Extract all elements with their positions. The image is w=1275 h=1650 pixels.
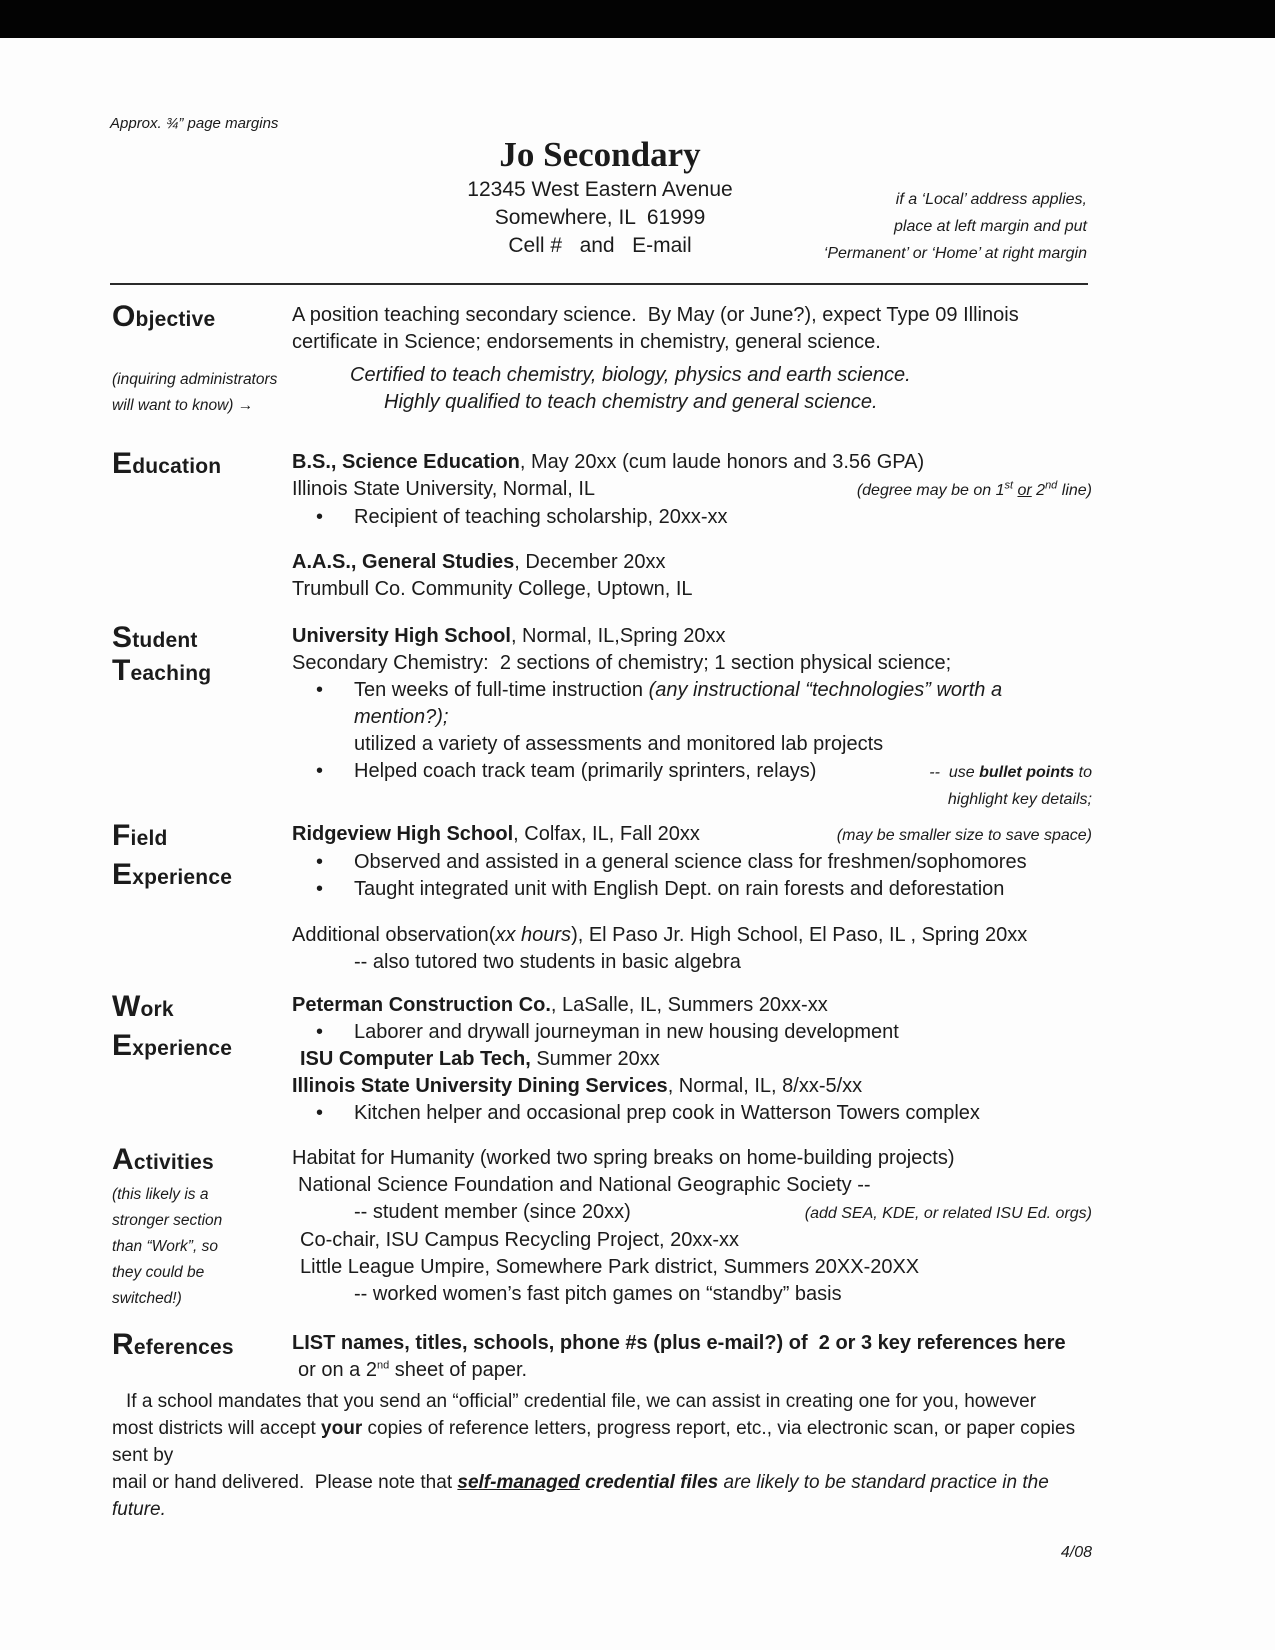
section-education-body — [292, 449, 1092, 603]
top-black-bar — [0, 0, 1275, 38]
degree-note-part: (degree may be on 1 — [856, 482, 1005, 499]
bullet-1-italic: (any instructional “technologies” worth a mention?); — [354, 679, 1008, 728]
section-field-experience-heading-column — [112, 821, 292, 976]
field-school-detail: , Colfax, IL, Fall 20xx — [513, 823, 700, 845]
additional-hours-italic: xx hours — [495, 924, 572, 946]
sheet-line-part-2: sheet of paper. — [389, 1359, 528, 1381]
job-3-detail: , Normal, IL, 8/xx-5/xx — [667, 1075, 863, 1097]
section-objective-body — [292, 302, 1092, 419]
student-teaching-school-detail: , Normal, IL,Spring 20xx — [510, 625, 726, 647]
section-objective — [112, 302, 1092, 419]
section-heading-education: Education — [112, 447, 222, 480]
references-instruction-line: LIST names, titles, schools, phone #s (plus e-mail?) of 2 or 3 key references here — [292, 1332, 1066, 1354]
bullet-points-annotation-line-1 — [929, 759, 1092, 786]
address-annotation-line-1: if a ‘Local’ address applies, — [895, 191, 1087, 208]
section-field-experience-body — [292, 821, 1092, 976]
degree-2-title: A.A.S., General Studies — [292, 551, 515, 573]
sheet-line-part-1: or on a 2 — [298, 1359, 377, 1381]
section-work-experience — [112, 992, 1092, 1127]
section-field-experience — [112, 821, 1092, 976]
address-annotation — [824, 186, 1087, 267]
field-additional-sub-line: -- also tutored two students in basic algebra — [354, 951, 741, 973]
closing-line-3-self-managed: self-managed — [457, 1472, 580, 1493]
page-margin-annotation: Approx. ¾” page margins — [110, 115, 279, 132]
bullet-icon: • — [316, 851, 324, 873]
closing-line-2-part-1: most districts will accept — [112, 1418, 322, 1439]
job-2-detail: Summer 20xx — [530, 1048, 660, 1070]
work-job-3 — [292, 1073, 1092, 1100]
closing-line-3 — [112, 1469, 1092, 1523]
section-heading-references: References — [112, 1328, 234, 1361]
bullet-icon: • — [316, 1021, 324, 1043]
section-work-experience-heading-column — [112, 992, 292, 1127]
section-heading-student: Student — [112, 621, 198, 654]
job-1-detail: , LaSalle, IL, Summers 20xx-xx — [550, 994, 828, 1016]
section-activities — [112, 1145, 1092, 1312]
degree-note-sup-nd: nd — [1045, 479, 1058, 492]
objective-line-1: A position teaching secondary science. By May (or June?), expect Type 09 Illinois — [292, 304, 1019, 326]
sheet-line-sup-nd: nd — [376, 1359, 390, 1372]
field-school-row — [292, 821, 1092, 849]
closing-line-3-credential-files: credential files — [579, 1472, 719, 1493]
degree-note-or: or — [1017, 482, 1032, 499]
bullet-points-annotation — [919, 759, 1092, 813]
job-3-employer: Illinois State University Dining Services — [292, 1075, 668, 1097]
annotation-part-2: to — [1074, 764, 1092, 781]
additional-part-1: Additional observation( — [292, 924, 496, 946]
credential-file-paragraph — [112, 1388, 1092, 1523]
closing-line-3-part-1: mail or hand delivered. Please note that — [112, 1472, 458, 1493]
activities-line-4: Co-chair, ISU Campus Recycling Project, 20xx-xx — [300, 1229, 740, 1251]
work-bullet-2-text: Kitchen helper and occasional prep cook in Watterson Towers complex — [354, 1102, 980, 1124]
education-school-1-row — [292, 476, 1092, 504]
section-work-experience-body — [292, 992, 1092, 1127]
additional-part-2: ), El Paso Jr. High School, El Paso, IL , Spring 20xx — [571, 924, 1028, 946]
field-bullet-2 — [292, 876, 1092, 903]
student-teaching-summary: Secondary Chemistry: 2 sections of chemistry; 1 section physical science; — [292, 652, 952, 674]
job-2-employer: ISU Computer Lab Tech, — [300, 1048, 531, 1070]
section-heading-activities: Activities — [112, 1143, 214, 1176]
field-bullet-2-text: Taught integrated unit with English Dept. on rain forests and deforestation — [354, 878, 1005, 900]
address-annotation-line-3: ‘Permanent’ or ‘Home’ at right margin — [823, 245, 1087, 262]
page-title: Jo Secondary — [499, 135, 701, 174]
activities-margin-note-line-3: than “Work”, so — [112, 1238, 218, 1255]
work-bullet-1-text: Laborer and drywall journeyman in new housing development — [354, 1021, 899, 1043]
education-bullet-1-text: Recipient of teaching scholarship, 20xx-xx — [354, 506, 728, 528]
address-line-1: 12345 West Eastern Avenue — [467, 178, 733, 201]
section-education — [112, 449, 1092, 603]
objective-line-2: certificate in Science; endorsements in chemistry, general science. — [292, 331, 881, 353]
section-heading-work-experience: Experience — [112, 1029, 233, 1062]
references-sheet-line — [292, 1357, 1092, 1384]
activities-line-3: -- student member (since 20xx) — [354, 1201, 631, 1223]
activities-line-5: Little League Umpire, Somewhere Park district, Summers 20XX-20XX — [300, 1256, 920, 1278]
bullet-1-line-2: utilized a variety of assessments and monitored lab projects — [354, 733, 884, 755]
section-heading-objective: Objective — [112, 300, 216, 333]
version-note: 4/08 — [1060, 1544, 1092, 1561]
degree-note-part-3: line) — [1057, 482, 1092, 499]
activities-line-1: Habitat for Humanity (worked two spring breaks on home-building projects) — [292, 1147, 955, 1169]
activities-margin-note — [112, 1182, 292, 1312]
education-bullet-1 — [292, 504, 1092, 531]
bullet-icon: • — [316, 1102, 324, 1124]
job-1-employer: Peterman Construction Co. — [292, 994, 551, 1016]
student-teaching-school-name: University High School — [292, 625, 511, 647]
field-school-name: Ridgeview High School — [292, 823, 514, 845]
degree-note-sup-st: st — [1004, 479, 1014, 492]
address-annotation-line-2: place at left margin and put — [893, 218, 1087, 235]
objective-certified-line: Certified to teach chemistry, biology, physics and earth science. — [350, 364, 911, 386]
address-line-2: Somewhere, IL 61999 — [494, 206, 706, 229]
activities-margin-note-line-1: (this likely is a — [112, 1186, 209, 1203]
section-student-teaching-heading-column — [112, 623, 292, 813]
education-school-1: Illinois State University, Normal, IL — [292, 478, 596, 500]
work-job-1 — [292, 992, 1092, 1019]
section-student-teaching-body — [292, 623, 1092, 813]
degree-1-detail: , May 20xx (cum laude honors and 3.56 GPA) — [519, 451, 925, 473]
field-bullet-1-text: Observed and assisted in a general science class for freshmen/sophomores — [354, 851, 1027, 873]
objective-margin-note-line-2: will want to know) → — [112, 397, 254, 414]
student-teaching-bullet-2-text: Helped coach track team (primarily sprinters, relays) — [354, 760, 817, 782]
section-heading-work: Work — [112, 990, 174, 1023]
section-activities-body — [292, 1145, 1092, 1312]
field-bullet-1 — [292, 849, 1092, 876]
address-line-3: Cell # and E-mail — [508, 234, 692, 257]
activities-orgs-annotation: (add SEA, KDE, or related ISU Ed. orgs) — [804, 1205, 1092, 1222]
student-teaching-bullet-1 — [292, 677, 1092, 758]
section-heading-teaching: Teaching — [112, 654, 212, 687]
section-heading-field: Field — [112, 819, 168, 852]
student-teaching-bullet-2-row — [292, 758, 1092, 813]
annotation-bold: bullet points — [979, 764, 1075, 781]
closing-line-2-your-bold: your — [321, 1418, 363, 1439]
annotation-part: -- use — [929, 764, 980, 781]
bullet-1-line-1 — [354, 677, 1092, 731]
section-heading-field-experience: Experience — [112, 858, 233, 891]
degree-note-part-2: 2 — [1031, 482, 1046, 499]
activities-line-2: National Science Foundation and National Geographic Society -- — [298, 1174, 871, 1196]
closing-line-3-rest: are likely to be standard practice in the future. — [112, 1472, 1055, 1520]
field-additional-observation — [292, 922, 1092, 949]
activities-margin-note-line-4: they could be — [112, 1264, 205, 1281]
bullet-1-normal: Ten weeks of full-time instruction — [354, 679, 649, 701]
activities-margin-note-line-5: switched!) — [112, 1290, 182, 1307]
activities-line-3-row — [292, 1199, 1092, 1227]
education-degree-2 — [292, 549, 1092, 576]
activities-margin-note-line-2: stronger section — [112, 1212, 223, 1229]
section-activities-heading-column — [112, 1145, 292, 1312]
objective-margin-note-line-1: (inquiring administrators — [112, 371, 278, 388]
degree-line-annotation — [847, 477, 1092, 504]
header-divider — [110, 283, 1088, 285]
section-references-heading-column — [112, 1330, 292, 1384]
work-job-2 — [292, 1046, 1092, 1073]
font-size-annotation: (may be smaller size to save space) — [836, 827, 1092, 844]
work-bullet-1 — [292, 1019, 1092, 1046]
bullet-icon: • — [316, 506, 324, 528]
bullet-points-annotation-line-2: highlight key details; — [947, 791, 1092, 808]
student-teaching-bullet-2 — [292, 758, 919, 785]
education-school-2: Trumbull Co. Community College, Uptown, IL — [292, 578, 693, 600]
objective-qualified-line: Highly qualified to teach chemistry and general science. — [384, 391, 878, 413]
section-objective-heading-column — [112, 302, 292, 419]
degree-1-title: B.S., Science Education — [292, 451, 520, 473]
closing-line-2 — [112, 1415, 1092, 1469]
resume-body — [112, 302, 1092, 1566]
objective-margin-note — [112, 367, 292, 419]
closing-line-1: If a school mandates that you send an “official” credential file, we can assist in creating one for you, however — [126, 1391, 1037, 1412]
closing-line-2-part-2: copies of reference letters, progress report, etc., via electronic scan, or paper copies sent by — [112, 1418, 1081, 1466]
education-degree-1 — [292, 449, 1092, 476]
bullet-icon: • — [316, 760, 324, 782]
student-teaching-bullet-1-text — [354, 677, 1092, 758]
section-education-heading-column — [112, 449, 292, 603]
bullet-icon: • — [316, 878, 324, 900]
section-student-teaching — [112, 623, 1092, 813]
section-references-body — [292, 1330, 1092, 1384]
degree-2-detail: , December 20xx — [514, 551, 666, 573]
work-bullet-2 — [292, 1100, 1092, 1127]
bullet-icon: • — [316, 679, 324, 701]
field-school — [292, 821, 700, 848]
section-references — [112, 1330, 1092, 1384]
activities-line-6: -- worked women’s fast pitch games on “standby” basis — [354, 1283, 842, 1305]
student-teaching-school — [292, 623, 1092, 650]
